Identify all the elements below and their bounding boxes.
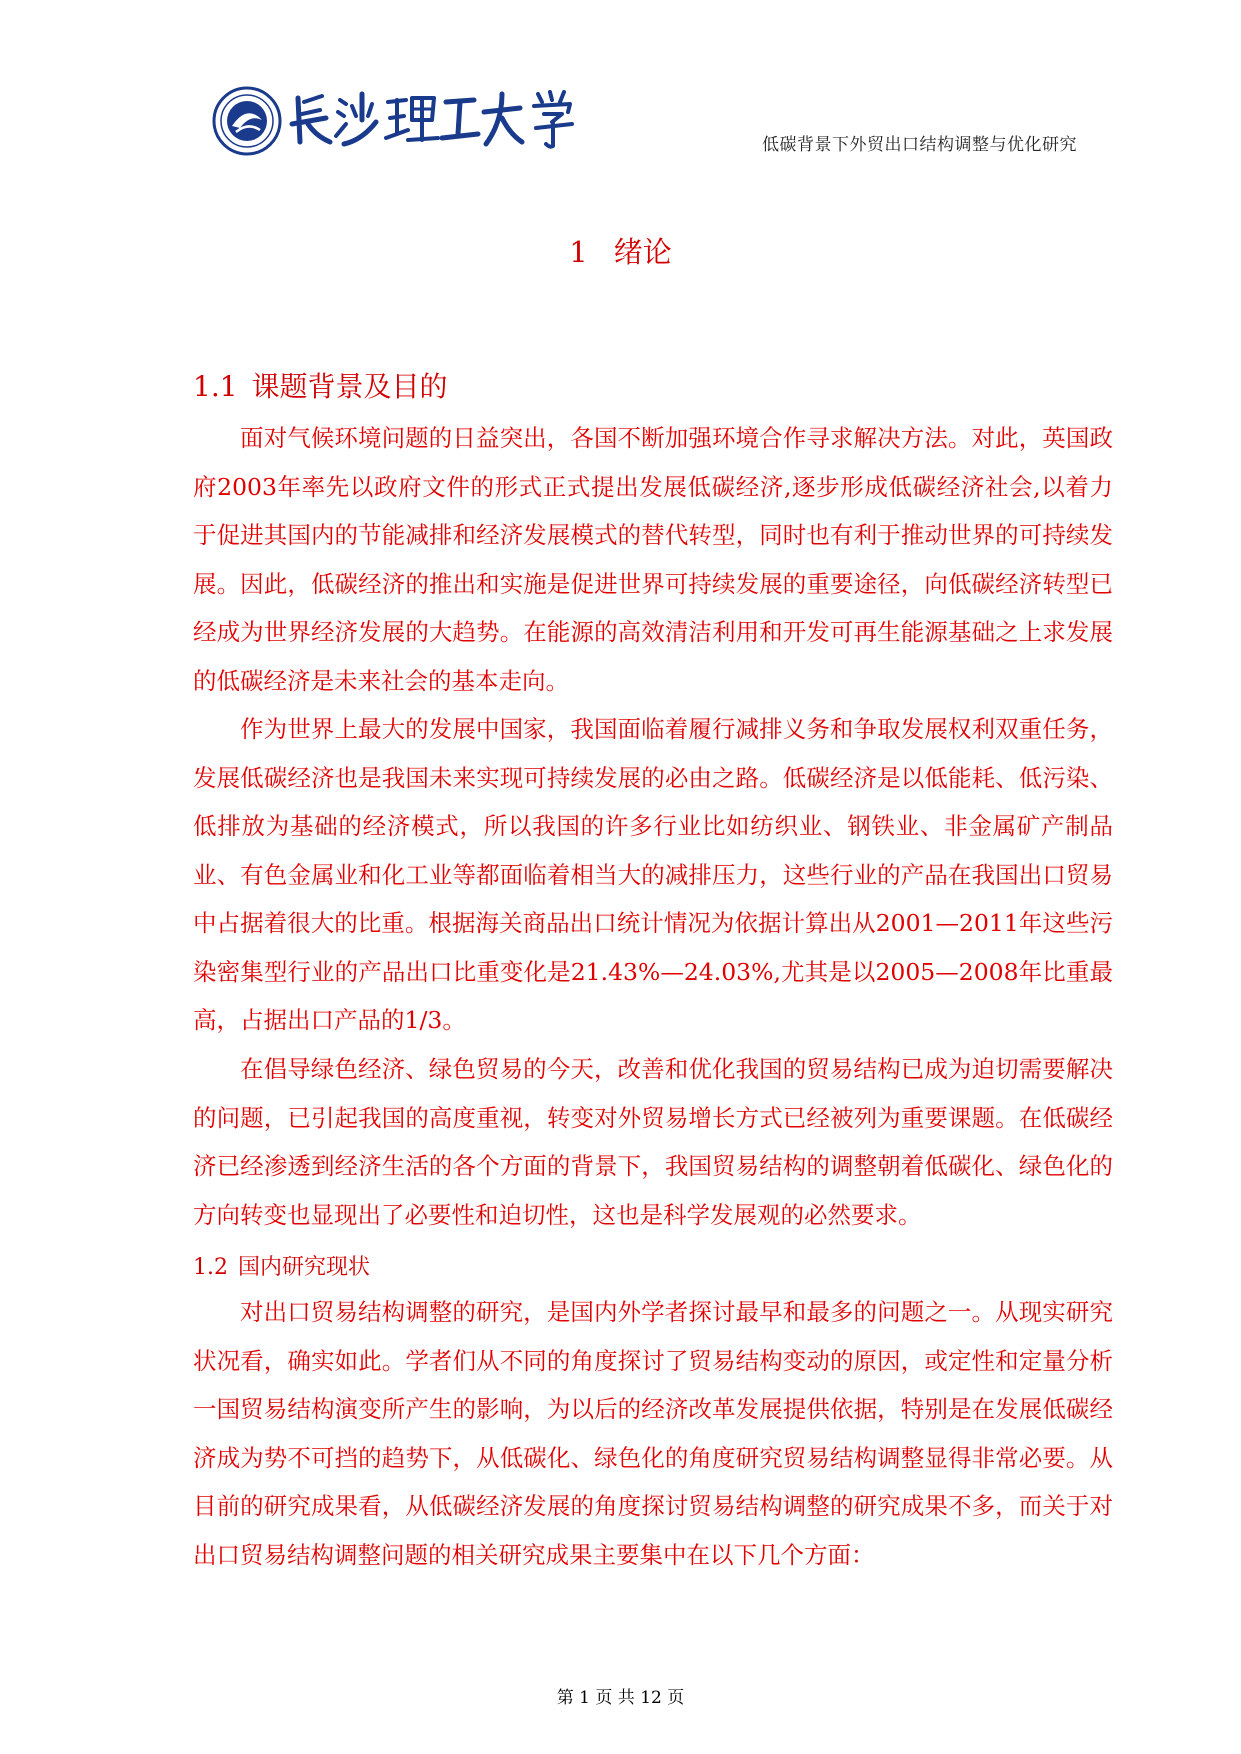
- chapter-title: 绪论: [613, 235, 672, 269]
- body-paragraph: 作为世界上最大的发展中国家，我国面临着履行减排义务和争取发展权利双重任务，发展低碳经济也是我国未来实现可持续发展的必由之路。低碳经济是以低能耗、低污染、低排放为基础的经济模式，所以我国的许多行业比如纺织业、钢铁业、非金属矿产制品业、有色金属业和化工业等都面临着相当大的减排压力，这些行业的产品在我国出口贸易中占据着很大的比重。根据海关商品出口统计情况为依据计算出从2001—2011年这些污染密集型行业的产品出口比重变化是21.43%—24.03%,尤其是以2005—2008年比重最高，占据出口产品的1/3。: [193, 715, 1113, 1034]
- section-number: 1.2: [193, 1255, 228, 1280]
- chapter-number: 1: [569, 235, 588, 269]
- university-seal-icon: [212, 86, 512, 156]
- body-paragraph: 面对气候环境问题的日益突出，各国不断加强环境合作寻求解决方法。对此，英国政府2003年率先以政府文件的形式正式提出发展低碳经济,逐步形成低碳经济社会,以着力于促进其国内的节能减排和经济发展模式的替代转型，同时也有利于推动世界的可持续发展。因此，低碳经济的推出和实施是促进世界可持续发展的重要途径，向低碳经济转型已经成为世界经济发展的大趋势。在能源的高效清洁利用和开发可再生能源基础之上求发展的低碳经济是未来社会的基本走向。: [193, 424, 1113, 695]
- university-logo-second-part: [480, 86, 680, 156]
- section-title: 国内研究现状: [238, 1255, 371, 1280]
- body-paragraph: 在倡导绿色经济、绿色贸易的今天，改善和优化我国的贸易结构已成为迫切需要解决的问题，已引起我国的高度重视，转变对外贸易增长方式已经被列为重要课题。在低碳经济已经渗透到经济生活的各个方面的背景下，我国贸易结构的调整朝着低碳化、绿色化的方向转变也显现出了必要性和迫切性，这也是科学发展观的必然要求。: [193, 1055, 1113, 1229]
- chapter-heading: [0, 230, 1241, 271]
- section-title: 课题背景及目的: [251, 370, 448, 403]
- university-logo: [212, 86, 512, 156]
- running-title: 低碳背景下外贸出口结构调整与优化研究: [762, 135, 1077, 155]
- section-number: 1.1: [193, 370, 238, 403]
- page-number-footer: 第 1 页 共 12 页: [556, 1688, 685, 1708]
- section-heading-1-2: [193, 1250, 370, 1281]
- section-heading-1-1: [193, 365, 448, 405]
- university-name-calligraphy-icon: [480, 86, 680, 156]
- body-paragraph: 对出口贸易结构调整的研究，是国内外学者探讨最早和最多的问题之一。从现实研究状况看，确实如此。学者们从不同的角度探讨了贸易结构变动的原因，或定性和定量分析一国贸易结构演变所产生的影响，为以后的经济改革发展提供依据，特别是在发展低碳经济成为势不可挡的趋势下，从低碳化、绿色化的角度研究贸易结构调整显得非常必要。从目前的研究成果看，从低碳经济发展的角度探讨贸易结构调整的研究成果不多，而关于对出口贸易结构调整问题的相关研究成果主要集中在以下几个方面：: [193, 1298, 1113, 1569]
